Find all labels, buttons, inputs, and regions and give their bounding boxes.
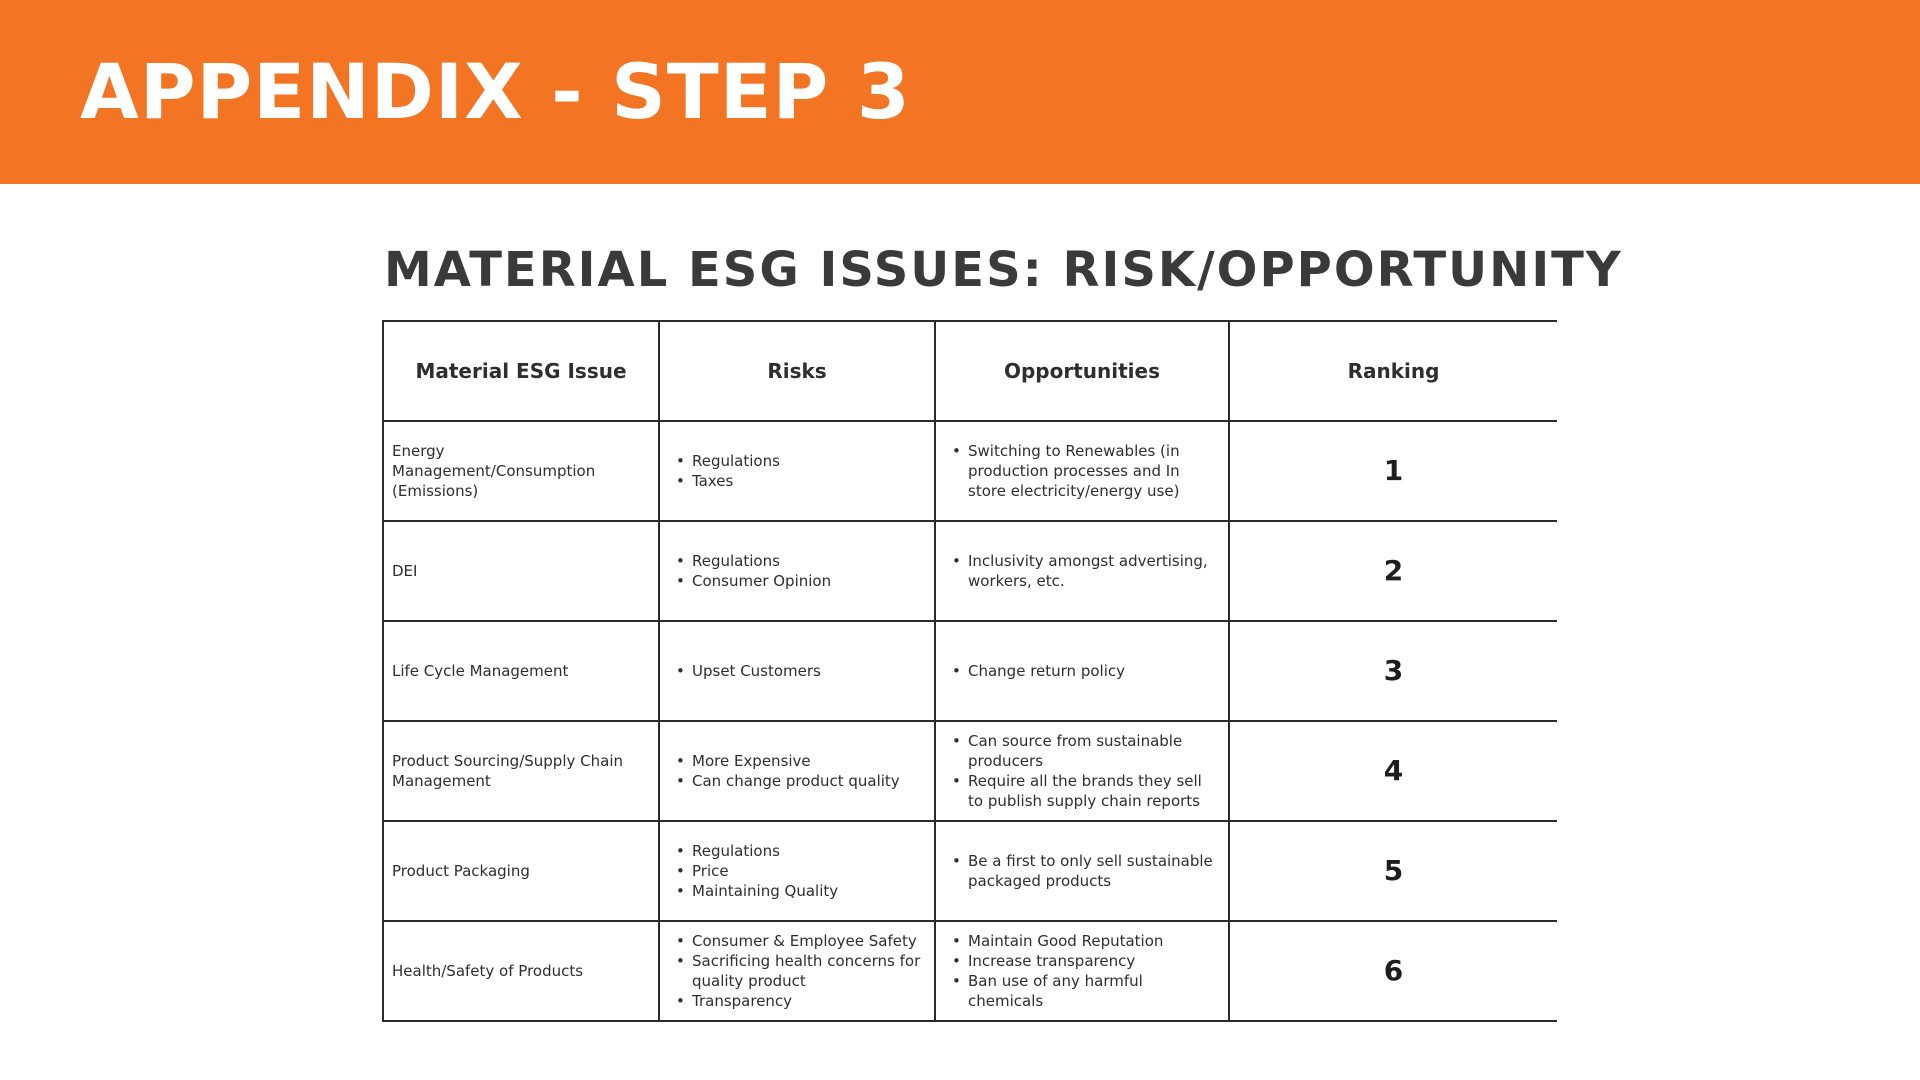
risk-item: • Taxes bbox=[692, 471, 926, 491]
risk-item: • Price bbox=[692, 861, 926, 881]
ranking-cell: 5 bbox=[1229, 821, 1557, 921]
issue-cell: Product Sourcing/Supply Chain Management bbox=[383, 721, 659, 821]
risk-item: • Maintaining Quality bbox=[692, 881, 926, 901]
risk-item: • Upset Customers bbox=[692, 661, 926, 681]
opportunities-cell bbox=[935, 521, 1229, 621]
issue-cell: Life Cycle Management bbox=[383, 621, 659, 721]
issue-cell: DEI bbox=[383, 521, 659, 621]
table-header-row bbox=[383, 321, 1557, 421]
risks-list bbox=[668, 751, 926, 791]
opportunities-list bbox=[944, 851, 1220, 891]
esg-table-container bbox=[382, 320, 1557, 1032]
slide-title: APPENDIX - STEP 3 bbox=[80, 47, 911, 136]
risks-cell bbox=[659, 521, 935, 621]
opportunity-item: • Can source from sustainable producers bbox=[968, 731, 1220, 771]
ranking-cell: 3 bbox=[1229, 621, 1557, 721]
opportunity-item: • Be a first to only sell sustainable packaged products bbox=[968, 851, 1220, 891]
table-row bbox=[383, 821, 1557, 921]
risk-item: • Transparency bbox=[692, 991, 926, 1011]
opportunity-item: • Inclusivity amongst advertising, workers, etc. bbox=[968, 551, 1220, 591]
header-banner bbox=[0, 0, 1920, 184]
opportunity-item: • Ban use of any harmful chemicals bbox=[968, 971, 1220, 1011]
risk-item: • Sacrificing health concerns for quality product bbox=[692, 951, 926, 991]
column-header-risks: Risks bbox=[659, 321, 935, 421]
opportunities-list bbox=[944, 441, 1220, 501]
esg-table bbox=[382, 320, 1557, 1022]
risk-item: • Regulations bbox=[692, 841, 926, 861]
opportunities-list bbox=[944, 731, 1220, 811]
risk-item: • Regulations bbox=[692, 551, 926, 571]
opportunities-cell bbox=[935, 621, 1229, 721]
column-header-opportunities: Opportunities bbox=[935, 321, 1229, 421]
issue-cell: Health/Safety of Products bbox=[383, 921, 659, 1021]
issue-cell: Product Packaging bbox=[383, 821, 659, 921]
risk-item: • Can change product quality bbox=[692, 771, 926, 791]
risks-list bbox=[668, 451, 926, 491]
opportunities-list bbox=[944, 661, 1220, 681]
opportunity-item: • Change return policy bbox=[968, 661, 1220, 681]
ranking-cell: 2 bbox=[1229, 521, 1557, 621]
risks-list bbox=[668, 551, 926, 591]
opportunity-item: • Require all the brands they sell to publish supply chain reports bbox=[968, 771, 1220, 811]
risk-item: • Consumer & Employee Safety bbox=[692, 931, 926, 951]
document-title: MATERIAL ESG ISSUES: RISK/OPPORTUNITY bbox=[384, 242, 1623, 298]
opportunities-cell bbox=[935, 921, 1229, 1021]
risks-cell bbox=[659, 621, 935, 721]
column-header-ranking: Ranking bbox=[1229, 321, 1557, 421]
risks-list bbox=[668, 841, 926, 901]
risks-cell bbox=[659, 921, 935, 1021]
table-row bbox=[383, 621, 1557, 721]
risks-cell bbox=[659, 421, 935, 521]
opportunities-list bbox=[944, 931, 1220, 1011]
opportunities-cell bbox=[935, 721, 1229, 821]
risks-cell bbox=[659, 821, 935, 921]
risk-item: • Regulations bbox=[692, 451, 926, 471]
risk-item: • More Expensive bbox=[692, 751, 926, 771]
risks-cell bbox=[659, 721, 935, 821]
opportunity-item: • Maintain Good Reputation bbox=[968, 931, 1220, 951]
opportunities-list bbox=[944, 551, 1220, 591]
ranking-cell: 4 bbox=[1229, 721, 1557, 821]
risks-list bbox=[668, 661, 926, 681]
table-row bbox=[383, 521, 1557, 621]
risk-item: • Consumer Opinion bbox=[692, 571, 926, 591]
table-row bbox=[383, 721, 1557, 821]
table-row bbox=[383, 421, 1557, 521]
ranking-cell: 1 bbox=[1229, 421, 1557, 521]
ranking-cell: 6 bbox=[1229, 921, 1557, 1021]
issue-cell: Energy Management/Consumption (Emissions) bbox=[383, 421, 659, 521]
opportunities-cell bbox=[935, 421, 1229, 521]
opportunities-cell bbox=[935, 821, 1229, 921]
opportunity-item: • Switching to Renewables (in production processes and In store electricity/energy use) bbox=[968, 441, 1220, 501]
table-row bbox=[383, 921, 1557, 1021]
column-header-issue: Material ESG Issue bbox=[383, 321, 659, 421]
risks-list bbox=[668, 931, 926, 1011]
opportunity-item: • Increase transparency bbox=[968, 951, 1220, 971]
